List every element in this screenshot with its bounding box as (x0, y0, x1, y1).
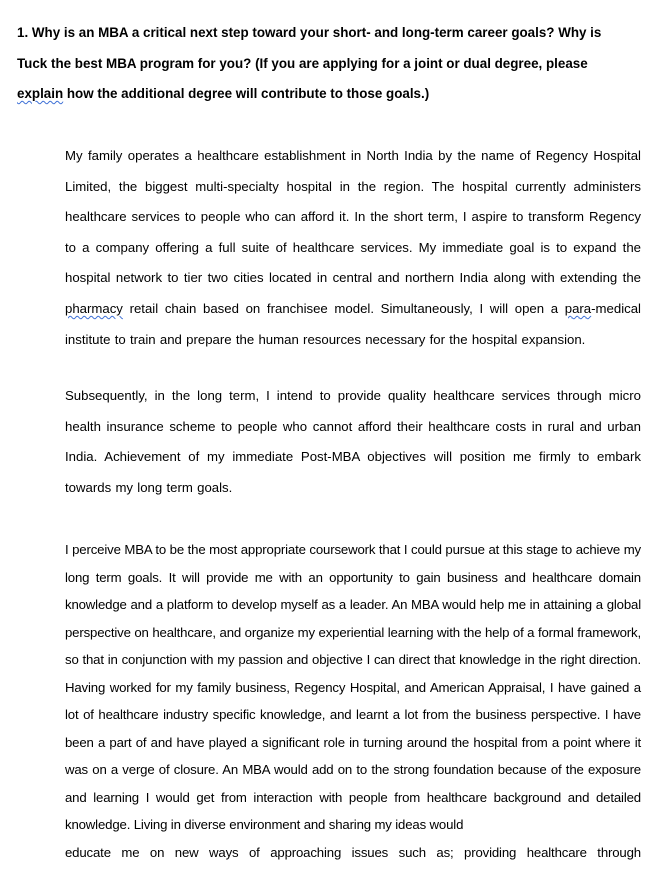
paragraph-text: My family operates a healthcare establishment in North India by the name of Regency Hospital Limited, the biggest multi-specialty hospital in the region. The hospital currently administers healthcare services to people who can afford it. In the short term, I aspire to transform Regency to a company offering a full suite of healthcare services. My immediate goal is to expand the hospital network to tier two cities located in central and northern India along with extending the (65, 148, 641, 286)
paragraph-text: -medical institute to train and prepare the human resources necessary for the hospital expansion. (65, 300, 641, 347)
spellcheck-word[interactable]: pharmacy (65, 300, 123, 316)
question-line: 1. Why is an MBA a critical next step toward your short- and long-term career goals? Why is (17, 25, 602, 40)
spellcheck-word[interactable]: para (564, 300, 592, 316)
essay-paragraph: Subsequently, in the long term, I intend to provide quality healthcare services through micro health insurance scheme to people who cannot afford their healthcare costs in rural and urban India. Achievement of my immediate Post-MBA objectives will position me firmly to embark towards my long term goals. (65, 388, 641, 495)
paragraph-text: I perceive MBA to be the most appropriate coursework that I could pursue at this stage to achieve my long term goals. It will provide me with an opportunity to gain business and healthcare domain knowledge and a platform to develop myself as a leader. An MBA would help me in attaining a global perspective on healthcare, and organize my experiential learning with the help of a formal framework, so that in conjunction with my passion and objective I can direct that knowledge in the right direction. Having worked for my family business, Regency Hospital, and American Appraisal, I have gained a lot of healthcare industry specific knowledge, and learnt a lot from the business perspective. I have been a part of and have played a significant role in turning around the hospital from a point where it was on a verge of closure. An MBA would add on to the strong foundation because of the exposure and learning I would get from interaction with people from healthcare background and detailed knowledge. Living in diverse environment and sharing my ideas would (65, 542, 641, 832)
essay-question (17, 18, 617, 110)
paragraph-text: educate me on new ways of approaching issues such as; providing healthcare through (65, 844, 641, 860)
essay-paragraph (65, 141, 641, 355)
question-line (17, 79, 617, 110)
essay-paragraph (65, 536, 641, 866)
question-line: Tuck the best MBA program for you? (If you are applying for a joint or dual degree, please (17, 55, 588, 71)
question-text: how the additional degree will contribute to those goals.) (63, 86, 430, 101)
paragraph-text: retail chain based on franchisee model. Simultaneously, I will open a (122, 300, 565, 316)
spellcheck-word[interactable]: explain (17, 86, 64, 101)
